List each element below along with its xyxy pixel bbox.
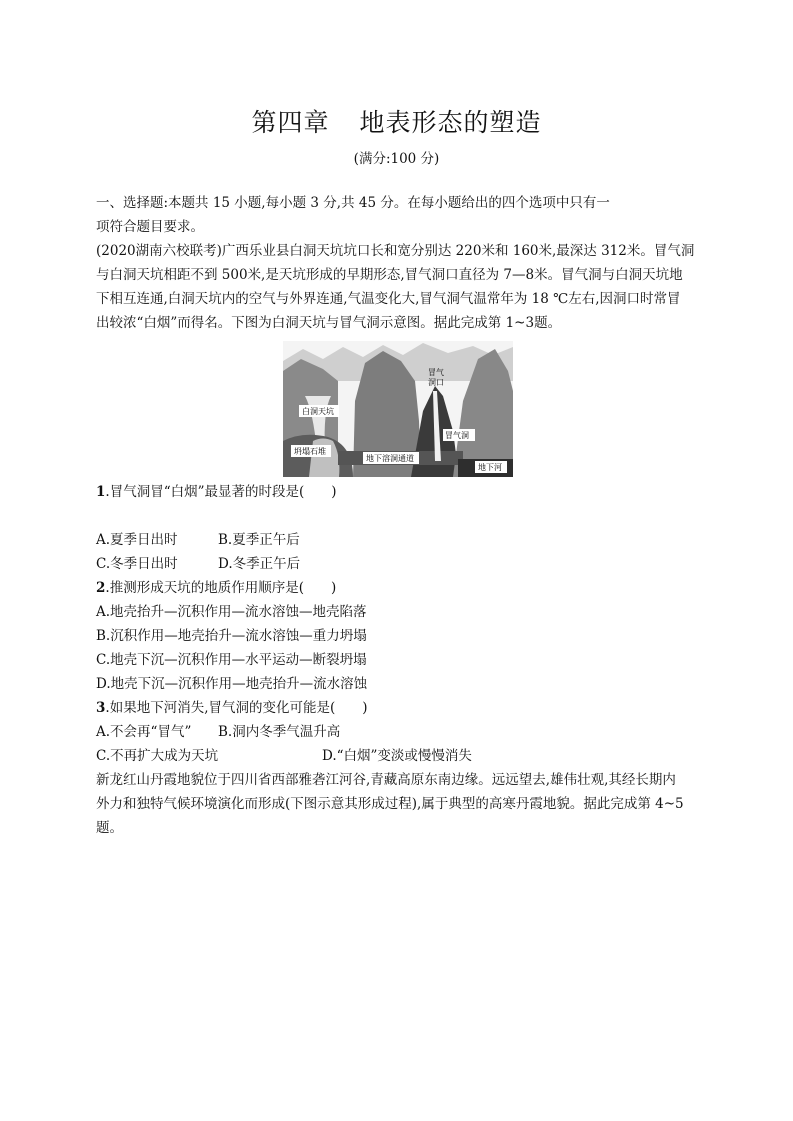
question-2-option-b: B.沉积作用—地壳抬升—流水溶蚀—重力坍塌 bbox=[96, 628, 367, 644]
page-subtitle: (满分:100 分) bbox=[353, 151, 440, 167]
label-collapse-rubble: 坍塌石堆 bbox=[294, 447, 326, 456]
question-2-stem bbox=[96, 576, 336, 600]
option-c: C.冬季日出时 bbox=[96, 556, 178, 572]
question-1-options-row2 bbox=[96, 552, 300, 576]
tiankeng-diagram bbox=[283, 341, 513, 477]
question-number: 1 bbox=[96, 484, 106, 500]
passage1-line: (2020湖南六校联考)广西乐业县白洞天坑坑口长和宽分别达 220米和 160米,最深达 312米。冒气洞 bbox=[96, 243, 695, 259]
chapter-number: 第四章 bbox=[251, 108, 330, 137]
label-underground-channel: 地下溶洞通道 bbox=[366, 454, 414, 463]
question-number: 2 bbox=[96, 580, 106, 596]
option-c: C.不再扩大成为天坑 bbox=[96, 748, 219, 764]
question-1-options-row1 bbox=[96, 528, 300, 552]
label-vent-top-2: 洞口 bbox=[428, 378, 444, 387]
question-3-stem bbox=[96, 696, 368, 720]
question-2-option-d: D.地壳下沉—沉积作用—地壳抬升—流水溶蚀 bbox=[96, 676, 368, 692]
question-2-option-c: C.地壳下沉—沉积作用—水平运动—断裂坍塌 bbox=[96, 652, 367, 668]
option-a: A.不会再“冒气” bbox=[96, 724, 192, 740]
option-a: A.夏季日出时 bbox=[96, 532, 178, 548]
label-baidong-tiankeng: 白洞天坑 bbox=[302, 407, 334, 416]
label-vent-cave: 冒气洞 bbox=[445, 431, 469, 440]
question-3-options-row2 bbox=[96, 744, 472, 768]
option-d: D.冬季正午后 bbox=[218, 556, 301, 572]
passage2-line: 外力和独特气候环境演化而形成(下图示意其形成过程),属于典型的高寒丹霞地貌。据此完成第 4~5 bbox=[96, 796, 684, 812]
passage2-line: 新龙红山丹霞地貌位于四川省西部雅砻江河谷,青藏高原东南边缘。远远望去,雄伟壮观,其经长期内 bbox=[96, 772, 676, 788]
option-b: B.夏季正午后 bbox=[218, 532, 300, 548]
question-text: .推测形成天坑的地质作用顺序是( ) bbox=[105, 580, 337, 596]
label-underground-river: 地下河 bbox=[478, 463, 502, 472]
question-3-options-row1 bbox=[96, 720, 340, 744]
question-text: .如果地下河消失,冒气洞的变化可能是( ) bbox=[105, 700, 368, 716]
question-2-option-a: A.地壳抬升—沉积作用—流水溶蚀—地壳陷落 bbox=[96, 604, 367, 620]
option-d: D.“白烟”变淡或慢慢消失 bbox=[322, 748, 472, 764]
label-vent-top-1: 冒气 bbox=[428, 368, 444, 377]
chapter-name: 地表形态的塑造 bbox=[359, 108, 542, 137]
option-b: B.洞内冬季气温升高 bbox=[218, 724, 341, 740]
question-number: 3 bbox=[96, 700, 106, 716]
tiankeng-diagram-svg bbox=[283, 341, 513, 477]
question-1-stem bbox=[96, 480, 337, 504]
question-text: .冒气洞冒“白烟”最显著的时段是( ) bbox=[105, 484, 337, 500]
page-title bbox=[0, 103, 793, 139]
passage1-line: 与白洞天坑相距不到 500米,是天坑形成的早期形态,冒气洞口直径为 7—8米。冒气洞与白洞天坑地 bbox=[96, 267, 683, 283]
passage2-line: 题。 bbox=[96, 820, 123, 836]
passage1-line: 出较浓“白烟”而得名。下图为白洞天坑与冒气洞示意图。据此完成第 1~3题。 bbox=[96, 315, 562, 331]
passage1-line: 下相互连通,白洞天坑内的空气与外界连通,气温变化大,冒气洞气温常年为 18 ℃左右,因洞口时常冒 bbox=[96, 291, 681, 307]
section-instruction-line2: 项符合题目要求。 bbox=[96, 219, 204, 235]
section-instruction-line1: 一、选择题:本题共 15 小题,每小题 3 分,共 45 分。在每小题给出的四个选项中只有一 bbox=[96, 195, 610, 211]
